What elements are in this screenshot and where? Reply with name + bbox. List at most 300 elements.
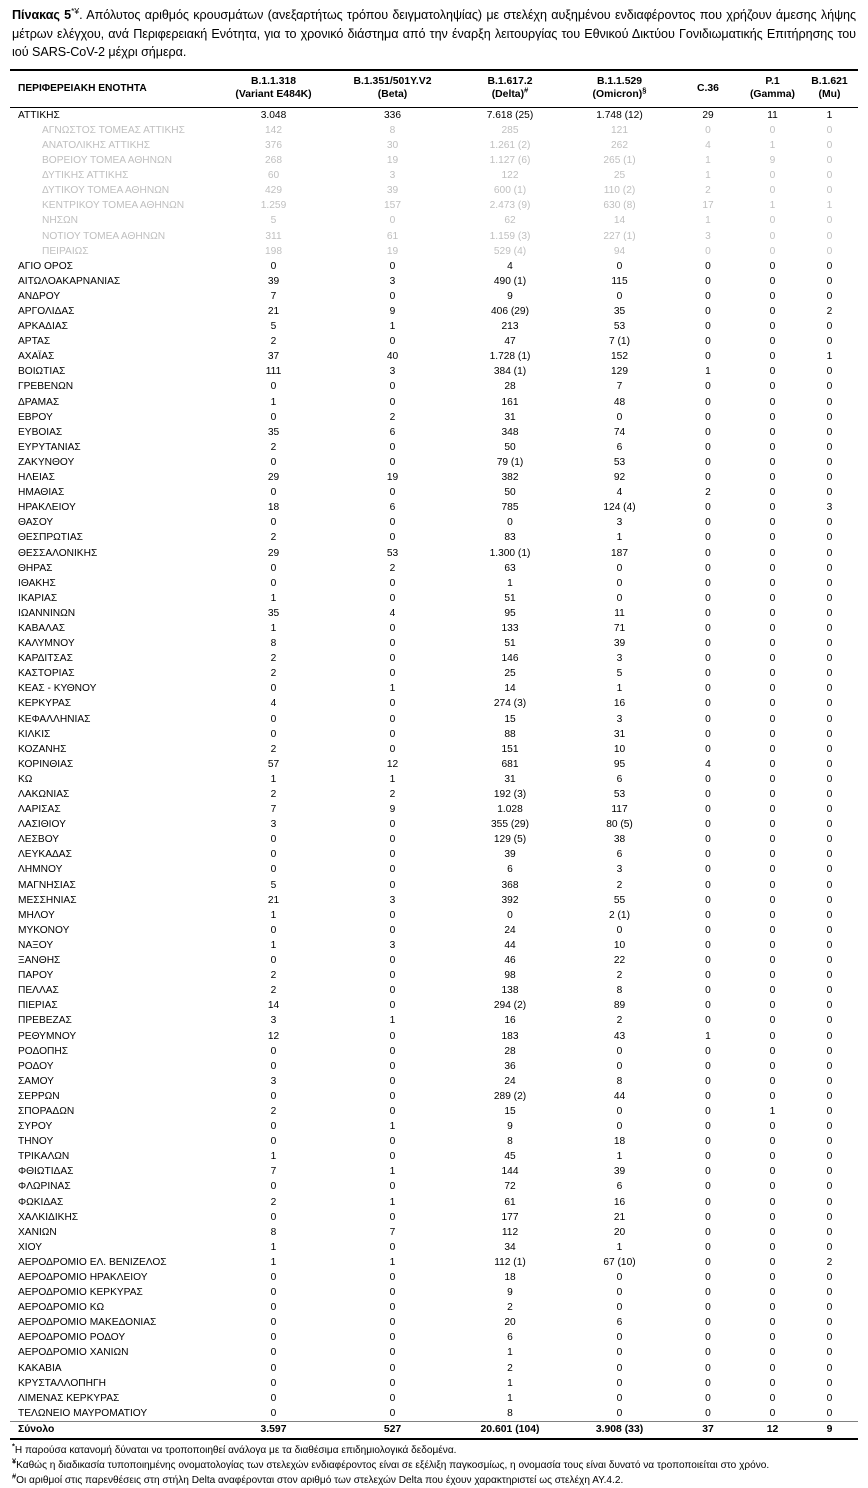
table-row	[10, 666, 858, 681]
cell-value: 0	[769, 1332, 776, 1344]
cell-value: 1	[826, 109, 833, 121]
row-label: ΘΕΣΠΡΩΤΙΑΣ	[18, 532, 83, 544]
cell-value: 31	[504, 411, 516, 423]
cell-value: 0	[389, 336, 396, 348]
cell-value: 3	[389, 170, 396, 182]
cell-value: 0	[389, 1045, 396, 1057]
column-header-c36-line1: C.36	[697, 82, 719, 94]
cell-value: 0	[270, 834, 277, 846]
cell-value: 0	[826, 1332, 833, 1344]
table-row	[10, 621, 858, 636]
cell-value: 0	[705, 970, 711, 982]
cell-value: 31	[613, 728, 626, 740]
cell-value: 0	[769, 834, 776, 846]
cell-value: 16	[613, 698, 626, 710]
cell-value: 336	[384, 109, 401, 121]
footnote-3-marker: #	[12, 1471, 17, 1481]
cell-value: 0	[389, 1317, 396, 1329]
cell-value: 0	[705, 955, 711, 967]
table-row	[10, 681, 858, 696]
cell-value: 0	[270, 849, 277, 861]
cell-value: 0	[389, 819, 396, 831]
cell-value: 187	[611, 547, 628, 559]
cell-value: 0	[389, 1075, 396, 1087]
cell-value: 0	[826, 396, 833, 408]
cell-value: 0	[769, 1256, 776, 1268]
cell-value: 0	[769, 985, 776, 997]
cell-value: 1	[705, 1030, 711, 1042]
cell-value: 0	[826, 124, 833, 136]
row-label: ΚΡΥΣΤΑΛΛΟΠΗΓΗ	[18, 1377, 106, 1389]
cell-value: 7	[270, 804, 277, 816]
cell-value: 60	[267, 170, 280, 182]
cell-value: 294 (2)	[493, 1000, 527, 1012]
column-header-omicron-line1: B.1.1.529	[596, 76, 643, 88]
column-header-region-line1: ΠΕΡΙΦΕΡΕΙΑΚΗ ΕΝΟΤΗΤΑ	[18, 82, 147, 94]
cell-value: 0	[769, 351, 776, 363]
cell-value: 19	[386, 245, 399, 257]
cell-value: 0	[705, 638, 711, 650]
cell-value: 133	[501, 622, 519, 634]
cell-value: 0	[769, 1060, 776, 1072]
cell-value: 0	[769, 321, 776, 333]
cell-value: 0	[705, 607, 711, 619]
cell-value: 6	[507, 1332, 513, 1344]
cell-value: 0	[270, 456, 277, 468]
cell-value: 0	[826, 426, 833, 438]
cell-value: 0	[705, 290, 711, 302]
cell-value: 0	[826, 1060, 833, 1072]
cell-value: 0	[769, 939, 776, 951]
cell-value: 0	[826, 1000, 833, 1012]
cell-value: 1	[389, 1121, 396, 1133]
cell-value: 1	[270, 396, 277, 408]
cell-value: 2	[270, 1105, 277, 1117]
cell-value: 0	[705, 653, 711, 665]
cell-value: 29	[267, 547, 280, 559]
cell-value: 0	[705, 819, 711, 831]
table-row	[10, 712, 858, 727]
cell-value: 0	[389, 713, 396, 725]
cell-value: 0	[389, 381, 396, 393]
cell-value: 0	[705, 411, 711, 423]
cell-value: 0	[705, 396, 711, 408]
cell-value: 0	[389, 1347, 396, 1359]
row-label: ΚΕΦΑΛΛΗΝΙΑΣ	[18, 713, 91, 725]
cell-value: 0	[769, 577, 776, 589]
row-label: ΚΩ	[18, 773, 33, 785]
cell-value: 1	[507, 577, 513, 589]
cell-value: 0	[270, 1181, 277, 1193]
cell-value: 71	[613, 622, 626, 634]
cell-value: 43	[613, 1030, 626, 1042]
table-row	[10, 817, 858, 832]
cell-value: 5	[270, 215, 277, 227]
cell-value: 1	[270, 939, 277, 951]
cell-value: 157	[384, 200, 401, 212]
cell-value: 0	[769, 879, 776, 891]
cell-value: 0	[705, 834, 711, 846]
cell-value: 630 (8)	[603, 200, 636, 212]
cell-value: 0	[270, 577, 277, 589]
cell-value: 0	[389, 1377, 396, 1389]
row-label: ΒΟΙΩΤΙΑΣ	[18, 366, 66, 378]
cell-value: 0	[769, 804, 776, 816]
row-label: ΚΑΛΥΜΝΟΥ	[18, 638, 75, 650]
cell-value: 1.159 (3)	[489, 230, 531, 242]
cell-value: 152	[611, 351, 628, 363]
cell-value: 39	[504, 849, 516, 861]
cell-value: 0	[826, 909, 833, 921]
cell-value: 0	[270, 924, 277, 936]
cell-value: 0	[705, 1392, 711, 1404]
cell-value: 0	[705, 1317, 711, 1329]
table-row	[10, 500, 858, 515]
cell-value: 0	[769, 472, 776, 484]
cell-value: 21	[613, 1211, 626, 1223]
cell-value: 0	[826, 532, 833, 544]
cell-value: 0	[769, 1362, 776, 1374]
cell-value: 3	[616, 713, 623, 725]
cell-value: 94	[613, 245, 626, 257]
cell-value: 0	[826, 653, 833, 665]
cell-value: 51	[504, 592, 516, 604]
cell-value: 0	[389, 1151, 396, 1163]
cell-value: 95	[613, 758, 626, 770]
cell-value: 0	[270, 562, 277, 574]
cell-value: 20	[613, 1226, 626, 1238]
cell-value: 429	[265, 185, 282, 197]
cell-value: 0	[270, 260, 277, 272]
cell-value: 6	[616, 441, 623, 453]
cell-value: 6	[507, 864, 513, 876]
cell-value: 0	[705, 1287, 711, 1299]
cell-value: 0	[769, 668, 776, 680]
cell-value: 0	[389, 1241, 396, 1253]
cell-value: 2	[270, 743, 277, 755]
cell-value: 0	[705, 517, 711, 529]
column-header-omicron-line2-text: (Omicron)	[592, 88, 643, 100]
column-header-region	[10, 70, 215, 108]
cell-value: 53	[613, 789, 626, 800]
row-label: ΠΕΙΡΑΙΩΣ	[42, 245, 89, 257]
cell-value: 29	[267, 472, 280, 484]
cell-value: 5	[616, 668, 623, 680]
table-row	[10, 1270, 858, 1285]
cell-value: 0	[826, 713, 833, 725]
cell-value: 0	[769, 728, 776, 740]
cell-value: 0	[826, 170, 833, 182]
row-label: ΦΘΙΩΤΙΔΑΣ	[18, 1166, 74, 1178]
cell-value: 25	[504, 668, 516, 680]
cell-value: 0	[616, 1272, 623, 1283]
cell-value: 0	[769, 1090, 776, 1102]
cell-value: 7	[389, 1226, 396, 1238]
table-row	[10, 1134, 858, 1149]
cell-value: 1	[616, 1151, 623, 1163]
cell-value: 0	[616, 290, 623, 302]
cell-value: 1	[270, 909, 277, 921]
cell-value: 0	[826, 547, 833, 559]
cell-value: 3	[270, 819, 277, 831]
cell-value: 368	[501, 879, 519, 891]
cell-value: 0	[826, 864, 833, 876]
cell-value: 311	[265, 230, 282, 242]
row-label: ΗΛΕΙΑΣ	[18, 472, 55, 484]
cell-value: 18	[504, 1272, 516, 1283]
cell-value: 2	[270, 441, 277, 453]
cell-value: 35	[267, 426, 280, 438]
cell-value: 8	[270, 1226, 277, 1238]
cell-value: 0	[705, 275, 711, 287]
cell-value: 6	[616, 1317, 623, 1329]
cell-value: 0	[769, 487, 776, 499]
cell-value: 8	[389, 124, 396, 136]
cell-value: 8	[270, 638, 277, 650]
cell-value: 0	[705, 622, 711, 634]
table-row	[10, 591, 858, 606]
cell-value: 72	[504, 1181, 516, 1193]
cell-value: 0	[705, 426, 711, 438]
cell-value: 1	[389, 1196, 396, 1208]
cell-value: 15	[504, 713, 516, 725]
cell-value: 2	[616, 1015, 623, 1027]
cell-value: 0	[826, 441, 833, 453]
cell-value: 0	[769, 1317, 776, 1329]
cell-value: 0	[270, 1302, 277, 1314]
cell-value: 0	[826, 819, 833, 831]
cell-value: 0	[826, 834, 833, 846]
cell-value: 16	[613, 1196, 626, 1208]
cell-value: 0	[705, 1151, 711, 1163]
cell-value: 0	[270, 1317, 277, 1329]
cell-value: 129 (5)	[493, 834, 527, 846]
table-row	[10, 364, 858, 379]
cell-value: 121	[611, 124, 628, 136]
cell-value: 0	[826, 638, 833, 650]
cell-value: 0	[769, 456, 776, 468]
cell-value: 0	[769, 441, 776, 453]
cell-value: 0	[769, 230, 776, 242]
cell-value: 9	[507, 1287, 513, 1299]
column-header-beta	[332, 70, 453, 108]
cell-value: 46	[504, 955, 516, 967]
cell-value: 0	[705, 924, 711, 936]
row-label: ΛΗΜΝΟΥ	[18, 864, 63, 876]
cell-value: 213	[501, 321, 519, 333]
cell-value: 0	[826, 1090, 833, 1102]
cell-value: 0	[826, 1105, 833, 1117]
row-label: ΚΕΝΤΡΙΚΟΥ ΤΟΜΕΑ ΑΘΗΝΩΝ	[42, 200, 185, 212]
row-label: ΕΒΡΟΥ	[18, 411, 53, 423]
table-row	[10, 1225, 858, 1240]
cell-value: 177	[501, 1211, 519, 1223]
cell-value: 1.300 (1)	[489, 547, 531, 559]
table-row	[10, 1179, 858, 1194]
cell-value: 0	[705, 124, 711, 136]
total-cell-value: 3.597	[215, 1421, 332, 1439]
row-label: ΑΡΚΑΔΙΑΣ	[18, 321, 68, 333]
cell-value: 0	[389, 1000, 396, 1012]
table-row	[10, 274, 858, 289]
cell-value: 7	[270, 290, 277, 302]
cell-value: 1	[616, 532, 623, 544]
table-caption-label-superscript: *¥	[71, 5, 80, 16]
table-row	[10, 636, 858, 651]
table-row	[10, 561, 858, 576]
table-row	[10, 862, 858, 877]
cell-value: 0	[616, 1302, 623, 1314]
cell-value: 0	[389, 970, 396, 982]
cell-value: 0	[826, 1347, 833, 1359]
cell-value: 0	[705, 1166, 711, 1178]
cell-value: 0	[826, 215, 833, 227]
cell-value: 0	[705, 1060, 711, 1072]
cell-value: 0	[389, 441, 396, 453]
footnote-1-marker: *	[12, 1442, 15, 1452]
cell-value: 61	[504, 1196, 516, 1208]
cell-value: 39	[613, 1166, 626, 1178]
cell-value: 0	[826, 743, 833, 755]
cell-value: 55	[613, 894, 626, 906]
cell-value: 12	[267, 1030, 280, 1042]
table-row	[10, 1164, 858, 1179]
table-caption	[10, 6, 858, 62]
cell-value: 3.048	[260, 109, 287, 121]
row-label: ΠΡΕΒΕΖΑΣ	[18, 1015, 72, 1027]
cell-value: 40	[386, 351, 399, 363]
table-row	[10, 530, 858, 545]
cell-value: 0	[389, 1181, 396, 1193]
cell-value: 0	[769, 924, 776, 936]
cell-value: 0	[705, 1075, 711, 1087]
cell-value: 0	[769, 1045, 776, 1057]
cell-value: 2	[270, 653, 277, 665]
cell-value: 0	[389, 1392, 396, 1404]
cell-value: 3	[389, 366, 396, 378]
cell-value: 95	[504, 607, 516, 619]
cell-value: 3	[270, 1075, 277, 1087]
cell-value: 406 (29)	[491, 306, 529, 317]
cell-value: 0	[769, 306, 776, 317]
total-cell-value: 12	[744, 1421, 801, 1439]
cell-value: 0	[826, 1030, 833, 1042]
cell-value: 2	[705, 487, 711, 499]
row-label: ΑΝΔΡΟΥ	[18, 290, 61, 302]
cell-value: 0	[389, 487, 396, 499]
cell-value: 0	[705, 456, 711, 468]
cell-value: 2	[270, 668, 277, 680]
cell-value: 0	[769, 698, 776, 710]
cell-value: 4	[616, 487, 623, 499]
cell-value: 0	[616, 1045, 623, 1057]
cell-value: 1	[389, 773, 396, 785]
cell-value: 0	[389, 849, 396, 861]
row-label: ΧΑΝΙΩΝ	[18, 1226, 57, 1238]
cell-value: 2	[270, 985, 277, 997]
cell-value: 0	[826, 1196, 833, 1208]
column-header-gamma	[744, 70, 801, 108]
cell-value: 0	[769, 622, 776, 634]
cell-value: 529 (4)	[493, 245, 527, 257]
cell-value: 36	[504, 1060, 516, 1072]
cell-value: 0	[389, 1272, 396, 1283]
table-row	[10, 1406, 858, 1422]
cell-value: 0	[826, 1377, 833, 1389]
cell-value: 376	[265, 139, 282, 151]
cell-value: 0	[389, 985, 396, 997]
row-label: ΙΘΑΚΗΣ	[18, 577, 56, 589]
cell-value: 2	[826, 1256, 833, 1268]
column-header-gamma-line2: (Gamma)	[749, 88, 796, 100]
column-header-omicron-superscript: §	[642, 85, 647, 95]
table-row	[10, 425, 858, 440]
row-label: ΣΥΡΟΥ	[18, 1121, 53, 1133]
cell-value: 0	[389, 1211, 396, 1223]
cell-value: 198	[265, 245, 282, 257]
cell-value: 7.618 (25)	[486, 109, 534, 121]
column-header-mu-line2: (Mu)	[818, 88, 841, 100]
cell-value: 0	[769, 1211, 776, 1223]
cell-value: 1.748 (12)	[596, 109, 643, 121]
footnote-2-text: Καθώς η διαδικασία τυποποιημένης ονοματολογίας των στελεχών ενδιαφέροντος είναι σε εξέλιξη παγκοσμίως, η ονομασία τους είναι δυνατό να τροποποιείται στο χρόνο.	[16, 1460, 770, 1472]
cell-value: 0	[389, 909, 396, 921]
cell-value: 0	[826, 290, 833, 302]
cell-value: 2	[616, 879, 623, 891]
cell-value: 1	[270, 1241, 277, 1253]
cell-value: 0	[705, 743, 711, 755]
row-label: ΠΙΕΡΙΑΣ	[18, 1000, 58, 1012]
cell-value: 0	[769, 592, 776, 604]
cell-value: 0	[826, 1317, 833, 1329]
cell-value: 0	[389, 456, 396, 468]
cell-value: 0	[826, 139, 833, 151]
row-label: ΑΙΤΩΛΟΑΚΑΡΝΑΝΙΑΣ	[18, 275, 121, 287]
cell-value: 0	[826, 1075, 833, 1087]
table-row	[10, 1059, 858, 1074]
table-row	[10, 1195, 858, 1210]
cell-value: 0	[769, 275, 776, 287]
cell-value: 0	[826, 849, 833, 861]
table-row	[10, 229, 858, 244]
cell-value: 0	[769, 970, 776, 982]
row-label: ΣΠΟΡΑΔΩΝ	[18, 1105, 75, 1117]
table-row	[10, 410, 858, 425]
cell-value: 30	[386, 139, 399, 151]
cell-value: 1	[270, 1151, 277, 1163]
cell-value: 0	[705, 668, 711, 680]
total-cell-value: 527	[332, 1421, 453, 1439]
cell-value: 0	[215, 1406, 332, 1422]
row-label: ΠΑΡΟΥ	[18, 970, 54, 982]
column-header-gamma-line1: P.1	[765, 76, 780, 88]
row-label: ΝΑΞΟΥ	[18, 939, 54, 951]
cell-value: 0	[826, 1151, 833, 1163]
column-header-beta-line2: (Beta)	[377, 88, 408, 100]
cell-value: 3	[616, 864, 623, 876]
cell-value: 0	[567, 1406, 672, 1422]
cell-value: 0	[769, 894, 776, 906]
cell-value: 111	[265, 366, 282, 378]
cell-value: 183	[501, 1030, 519, 1042]
table-row	[10, 832, 858, 847]
row-label: ΑΧΑΪΑΣ	[18, 351, 55, 363]
cell-value: 0	[705, 683, 711, 695]
cell-value: 0	[705, 336, 711, 348]
row-label: ΔΡΑΜΑΣ	[18, 396, 60, 408]
cell-value: 2	[507, 1302, 513, 1314]
table-row	[10, 1391, 858, 1406]
